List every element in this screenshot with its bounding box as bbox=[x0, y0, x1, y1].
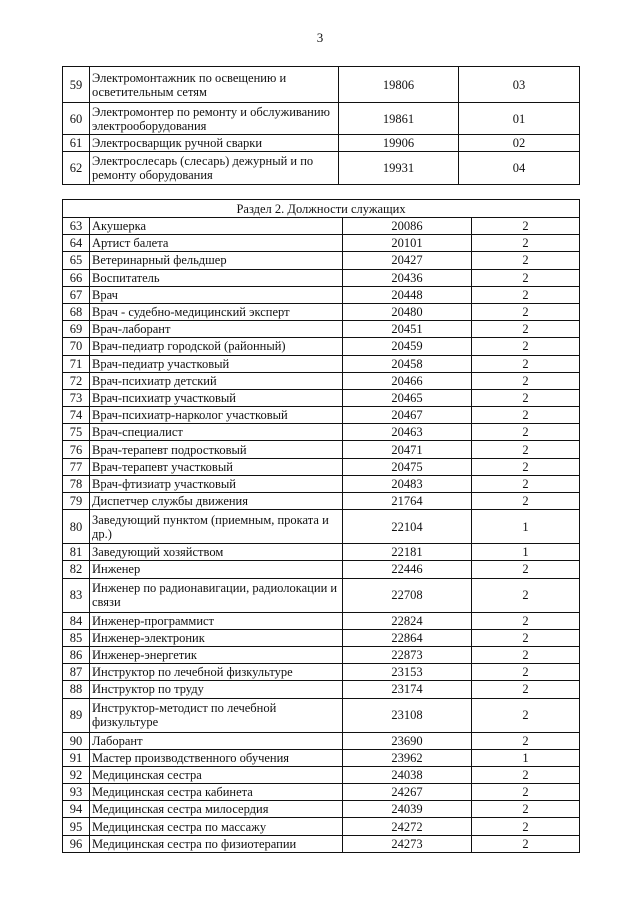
position-name: Врач-терапевт участковый bbox=[90, 458, 343, 475]
position-code: 20086 bbox=[343, 218, 472, 235]
position-category: 02 bbox=[459, 135, 580, 152]
row-number: 70 bbox=[63, 338, 90, 355]
row-number: 82 bbox=[63, 561, 90, 578]
position-name: Лаборант bbox=[90, 732, 343, 749]
row-number: 86 bbox=[63, 646, 90, 663]
position-category: 1 bbox=[472, 510, 580, 544]
position-code: 22446 bbox=[343, 561, 472, 578]
row-number: 61 bbox=[63, 135, 90, 152]
row-number: 87 bbox=[63, 664, 90, 681]
position-name: Врач-психиатр участковый bbox=[90, 389, 343, 406]
position-category: 2 bbox=[472, 835, 580, 852]
section-title: Раздел 2. Должности служащих bbox=[63, 200, 580, 218]
position-name: Медицинская сестра по физиотерапии bbox=[90, 835, 343, 852]
row-number: 68 bbox=[63, 303, 90, 320]
position-name: Мастер производственного обучения bbox=[90, 749, 343, 766]
table-row bbox=[63, 372, 580, 389]
row-number: 62 bbox=[63, 152, 90, 185]
position-code: 19931 bbox=[339, 152, 459, 185]
row-number: 78 bbox=[63, 475, 90, 492]
table-row bbox=[63, 578, 580, 612]
position-category: 2 bbox=[472, 629, 580, 646]
table-row bbox=[63, 766, 580, 783]
table-row bbox=[63, 152, 580, 185]
position-category: 2 bbox=[472, 458, 580, 475]
table-row bbox=[63, 646, 580, 663]
table-row bbox=[63, 458, 580, 475]
position-name: Врач-психиатр детский bbox=[90, 372, 343, 389]
position-category: 04 bbox=[459, 152, 580, 185]
row-number: 77 bbox=[63, 458, 90, 475]
position-code: 19806 bbox=[339, 67, 459, 103]
position-name: Медицинская сестра bbox=[90, 766, 343, 783]
position-category: 2 bbox=[472, 218, 580, 235]
position-name: Врач-терапевт подростковый bbox=[90, 441, 343, 458]
position-category: 2 bbox=[472, 252, 580, 269]
row-number: 84 bbox=[63, 612, 90, 629]
position-category: 2 bbox=[472, 475, 580, 492]
position-category: 1 bbox=[472, 544, 580, 561]
position-category: 1 bbox=[472, 749, 580, 766]
row-number: 64 bbox=[63, 235, 90, 252]
row-number: 71 bbox=[63, 355, 90, 372]
position-code: 23153 bbox=[343, 664, 472, 681]
row-number: 92 bbox=[63, 766, 90, 783]
position-category: 2 bbox=[472, 303, 580, 320]
table-row bbox=[63, 801, 580, 818]
position-code: 19906 bbox=[339, 135, 459, 152]
position-category: 2 bbox=[472, 732, 580, 749]
position-code: 20436 bbox=[343, 269, 472, 286]
position-category: 2 bbox=[472, 286, 580, 303]
table-row bbox=[63, 475, 580, 492]
position-code: 20458 bbox=[343, 355, 472, 372]
position-category: 2 bbox=[472, 321, 580, 338]
table-row bbox=[63, 629, 580, 646]
position-category: 2 bbox=[472, 561, 580, 578]
position-name: Врач-педиатр участковый bbox=[90, 355, 343, 372]
row-number: 73 bbox=[63, 389, 90, 406]
position-category: 2 bbox=[472, 235, 580, 252]
position-code: 24267 bbox=[343, 784, 472, 801]
row-number: 80 bbox=[63, 510, 90, 544]
position-name: Инженер bbox=[90, 561, 343, 578]
position-code: 24272 bbox=[343, 818, 472, 835]
position-category: 2 bbox=[472, 441, 580, 458]
row-number: 65 bbox=[63, 252, 90, 269]
position-category: 2 bbox=[472, 424, 580, 441]
position-name: Инструктор-методист по лечебной физкультуре bbox=[90, 698, 343, 732]
position-code: 23690 bbox=[343, 732, 472, 749]
row-number: 90 bbox=[63, 732, 90, 749]
position-name: Врач-специалист bbox=[90, 424, 343, 441]
position-category: 03 bbox=[459, 67, 580, 103]
position-code: 20451 bbox=[343, 321, 472, 338]
position-code: 22708 bbox=[343, 578, 472, 612]
position-name: Электрослесарь (слесарь) дежурный и по ремонту оборудования bbox=[90, 152, 339, 185]
position-code: 20467 bbox=[343, 407, 472, 424]
position-name: Инженер-электроник bbox=[90, 629, 343, 646]
row-number: 76 bbox=[63, 441, 90, 458]
position-name: Врач-психиатр-нарколог участковый bbox=[90, 407, 343, 424]
position-code: 20475 bbox=[343, 458, 472, 475]
position-name: Медицинская сестра кабинета bbox=[90, 784, 343, 801]
position-category: 2 bbox=[472, 766, 580, 783]
position-name: Электромонтер по ремонту и обслуживанию электрооборудования bbox=[90, 103, 339, 135]
position-category: 2 bbox=[472, 493, 580, 510]
position-name: Электромонтажник по освещению и осветительным сетям bbox=[90, 67, 339, 103]
table-row bbox=[63, 664, 580, 681]
table-row bbox=[63, 252, 580, 269]
table-row bbox=[63, 818, 580, 835]
position-code: 24038 bbox=[343, 766, 472, 783]
position-category: 2 bbox=[472, 664, 580, 681]
position-code: 23174 bbox=[343, 681, 472, 698]
position-name: Инженер по радионавигации, радиолокации и связи bbox=[90, 578, 343, 612]
position-code: 20427 bbox=[343, 252, 472, 269]
position-category: 2 bbox=[472, 681, 580, 698]
position-code: 20465 bbox=[343, 389, 472, 406]
row-number: 83 bbox=[63, 578, 90, 612]
table-row bbox=[63, 321, 580, 338]
table-row bbox=[63, 389, 580, 406]
position-code: 22824 bbox=[343, 612, 472, 629]
table-row bbox=[63, 493, 580, 510]
position-code: 22181 bbox=[343, 544, 472, 561]
position-category: 2 bbox=[472, 355, 580, 372]
position-code: 22873 bbox=[343, 646, 472, 663]
position-name: Медицинская сестра по массажу bbox=[90, 818, 343, 835]
position-code: 20471 bbox=[343, 441, 472, 458]
row-number: 88 bbox=[63, 681, 90, 698]
table-row bbox=[63, 424, 580, 441]
table-row bbox=[63, 612, 580, 629]
table-row bbox=[63, 338, 580, 355]
employees-table bbox=[62, 199, 580, 853]
row-number: 75 bbox=[63, 424, 90, 441]
row-number: 74 bbox=[63, 407, 90, 424]
position-name: Инженер-энергетик bbox=[90, 646, 343, 663]
position-code: 24273 bbox=[343, 835, 472, 852]
position-category: 2 bbox=[472, 338, 580, 355]
table-row bbox=[63, 218, 580, 235]
position-category: 2 bbox=[472, 407, 580, 424]
table-row bbox=[63, 544, 580, 561]
row-number: 69 bbox=[63, 321, 90, 338]
row-number: 60 bbox=[63, 103, 90, 135]
position-name: Врач - судебно-медицинский эксперт bbox=[90, 303, 343, 320]
table-row bbox=[63, 835, 580, 852]
position-name: Врач-педиатр городской (районный) bbox=[90, 338, 343, 355]
row-number: 59 bbox=[63, 67, 90, 103]
table-row bbox=[63, 286, 580, 303]
page-number: 3 bbox=[316, 30, 324, 45]
row-number: 96 bbox=[63, 835, 90, 852]
table-row bbox=[63, 749, 580, 766]
position-code: 22864 bbox=[343, 629, 472, 646]
position-name: Заведующий хозяйством bbox=[90, 544, 343, 561]
position-name: Ветеринарный фельдшер bbox=[90, 252, 343, 269]
workers-table bbox=[62, 66, 580, 185]
position-category: 2 bbox=[472, 818, 580, 835]
row-number: 93 bbox=[63, 784, 90, 801]
position-category: 01 bbox=[459, 103, 580, 135]
position-code: 20466 bbox=[343, 372, 472, 389]
position-code: 20483 bbox=[343, 475, 472, 492]
position-code: 20463 bbox=[343, 424, 472, 441]
position-name: Врач bbox=[90, 286, 343, 303]
position-name: Электросварщик ручной сварки bbox=[90, 135, 339, 152]
position-name: Врач-фтизиатр участковый bbox=[90, 475, 343, 492]
position-code: 20480 bbox=[343, 303, 472, 320]
table-row bbox=[63, 355, 580, 372]
table-row bbox=[63, 561, 580, 578]
position-code: 22104 bbox=[343, 510, 472, 544]
table-row bbox=[63, 407, 580, 424]
position-code: 23962 bbox=[343, 749, 472, 766]
table-row bbox=[63, 441, 580, 458]
position-name: Диспетчер службы движения bbox=[90, 493, 343, 510]
row-number: 79 bbox=[63, 493, 90, 510]
position-category: 2 bbox=[472, 612, 580, 629]
table-row bbox=[63, 67, 580, 103]
position-category: 2 bbox=[472, 646, 580, 663]
position-name: Инструктор по лечебной физкультуре bbox=[90, 664, 343, 681]
position-name: Артист балета bbox=[90, 235, 343, 252]
position-code: 24039 bbox=[343, 801, 472, 818]
table-row bbox=[63, 103, 580, 135]
position-code: 20448 bbox=[343, 286, 472, 303]
row-number: 63 bbox=[63, 218, 90, 235]
position-name: Заведующий пунктом (приемным, проката и др.) bbox=[90, 510, 343, 544]
position-category: 2 bbox=[472, 698, 580, 732]
position-code: 20459 bbox=[343, 338, 472, 355]
position-category: 2 bbox=[472, 372, 580, 389]
row-number: 81 bbox=[63, 544, 90, 561]
section-header-row bbox=[63, 200, 580, 218]
position-category: 2 bbox=[472, 389, 580, 406]
row-number: 95 bbox=[63, 818, 90, 835]
table-row bbox=[63, 235, 580, 252]
position-code: 20101 bbox=[343, 235, 472, 252]
row-number: 85 bbox=[63, 629, 90, 646]
table-row bbox=[63, 784, 580, 801]
table-row bbox=[63, 732, 580, 749]
position-name: Инструктор по труду bbox=[90, 681, 343, 698]
position-name: Инженер-программист bbox=[90, 612, 343, 629]
row-number: 67 bbox=[63, 286, 90, 303]
position-category: 2 bbox=[472, 784, 580, 801]
position-category: 2 bbox=[472, 801, 580, 818]
position-code: 19861 bbox=[339, 103, 459, 135]
row-number: 89 bbox=[63, 698, 90, 732]
table-row bbox=[63, 510, 580, 544]
table-row bbox=[63, 269, 580, 286]
position-name: Врач-лаборант bbox=[90, 321, 343, 338]
table-row bbox=[63, 681, 580, 698]
row-number: 66 bbox=[63, 269, 90, 286]
table-row bbox=[63, 135, 580, 152]
row-number: 72 bbox=[63, 372, 90, 389]
row-number: 94 bbox=[63, 801, 90, 818]
position-category: 2 bbox=[472, 578, 580, 612]
position-code: 21764 bbox=[343, 493, 472, 510]
table-row bbox=[63, 303, 580, 320]
position-category: 2 bbox=[472, 269, 580, 286]
table-row bbox=[63, 698, 580, 732]
position-name: Воспитатель bbox=[90, 269, 343, 286]
position-name: Акушерка bbox=[90, 218, 343, 235]
position-code: 23108 bbox=[343, 698, 472, 732]
row-number: 91 bbox=[63, 749, 90, 766]
position-name: Медицинская сестра милосердия bbox=[90, 801, 343, 818]
